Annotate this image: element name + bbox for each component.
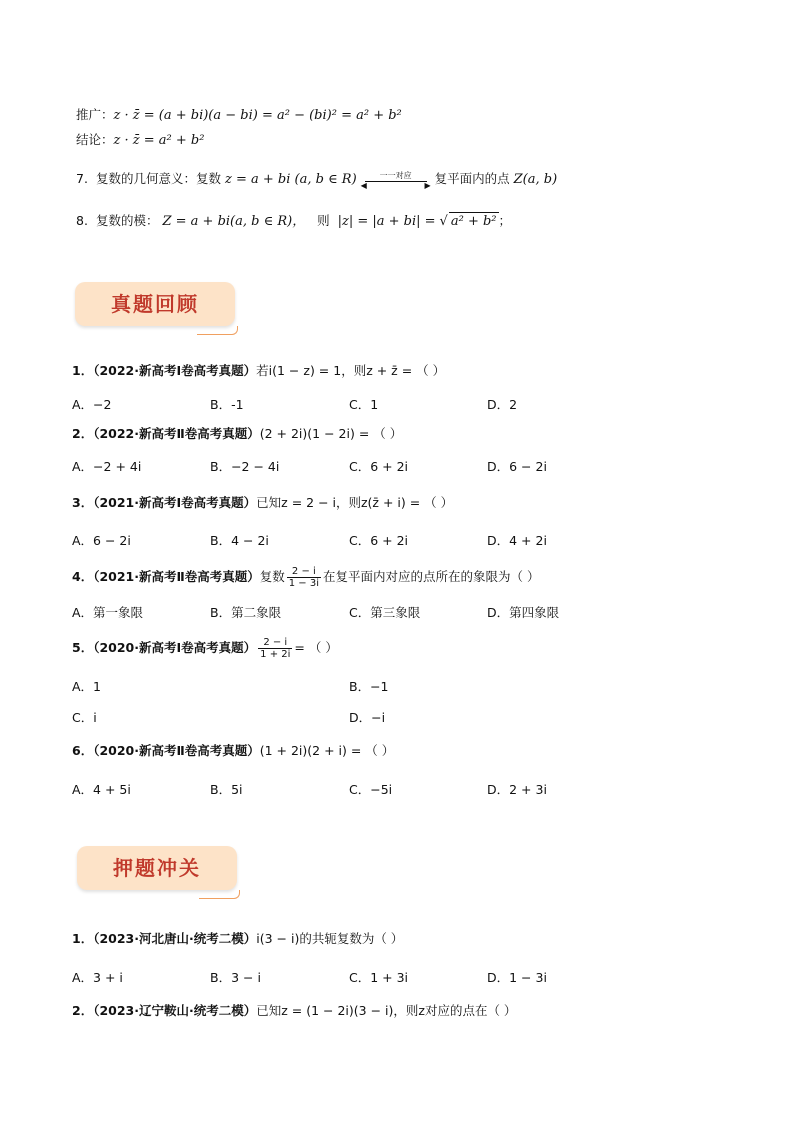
option-b[interactable]: B．3 − i [210,970,261,985]
question-number: 3． [72,495,94,510]
formula-item-8: 8. 复数的模： Z = a + bi(a, b ∈ R)， 则 |z| = |a + bi| = √ a² + b² ； [76,213,512,229]
option-d[interactable]: D．第四象限 [487,605,560,620]
option-b[interactable]: B．-1 [210,397,244,412]
question-source: （2022·新高考Ⅱ卷高考真题） [93,426,260,441]
question-number: 5． [72,640,94,655]
option-d[interactable]: D．6 − 2i [487,459,547,474]
formula-expression: z · z̄ = (a + bi)(a − bi) = a² − (bi)² = a² + b² [113,108,402,123]
option-a[interactable]: A．3 + i [72,970,123,985]
question-source: （2020·新高考Ⅰ卷高考真题） [93,640,257,655]
item-abs: |z| = |a + bi| = [337,214,436,229]
question-stem: i(3 − i)的共轭复数为（ ） [256,931,404,946]
item-point: Z(a, b) [513,172,558,187]
item-text: 复数的几何意义：复数 [95,171,221,186]
option-b[interactable]: B．−2 − 4i [210,459,280,474]
question-number: 2． [72,426,94,441]
option-d[interactable]: D．1 − 3i [487,970,547,985]
section-title: 真题回顾 [111,292,199,316]
formula-label: 推广： [76,107,114,122]
option-b[interactable]: B．4 − 2i [210,533,269,548]
fraction-denominator: 1 + 2i [260,649,291,660]
option-c[interactable]: C．1 [349,397,379,412]
question-3 [72,494,453,512]
question-5 [72,637,338,660]
question-1 [72,362,445,380]
question-post: 在复平面内对应的点所在的象限为（ ） [323,569,540,584]
formula-jielun [76,131,204,150]
item-expression: Z = a + bi(a, b ∈ R)， [162,214,306,229]
question-number: 1． [72,363,94,378]
option-c[interactable]: C．1 + 3i [349,970,409,985]
option-b[interactable]: B．第二象限 [210,605,282,620]
option-a[interactable]: A．6 − 2i [72,533,131,548]
question-4 [72,566,539,589]
option-c[interactable]: C．第三象限 [349,605,421,620]
option-a[interactable]: A．第一象限 [72,605,144,620]
question-source: （2023·河北唐山·统考二模） [93,931,257,946]
fraction [287,566,321,589]
arrow-label: 一一对应 [379,170,412,180]
question-source: （2022·新高考Ⅰ卷高考真题） [93,363,257,378]
option-c[interactable]: C．6 + 2i [349,533,409,548]
question-post: = （ ） [294,640,338,655]
practice-question-1 [72,930,403,948]
section-title: 押题冲关 [113,856,201,880]
double-arrow-icon: 一一对应 ◀ ▶ [361,173,431,187]
fraction [258,637,292,660]
question-stem: (2 + 2i)(1 − 2i) = （ ） [259,426,403,441]
question-source: （2021·新高考Ⅰ卷高考真题） [93,495,257,510]
fraction-numerator: 2 − i [258,637,292,649]
option-d[interactable]: D．2 [487,397,518,412]
item-end: ； [498,213,512,228]
banner-tail-decoration [197,326,238,335]
option-c[interactable]: C．6 + 2i [349,459,409,474]
option-b[interactable]: B．−1 [349,679,389,694]
question-source: （2020·新高考Ⅱ卷高考真题） [93,743,260,758]
option-d[interactable]: D．4 + 2i [487,533,547,548]
option-a[interactable]: A．−2 [72,397,112,412]
option-c[interactable]: C．−5i [349,782,393,797]
formula-item-7 [76,170,557,189]
question-number: 1． [72,931,94,946]
option-a[interactable]: A．1 [72,679,102,694]
option-a[interactable]: A．−2 + 4i [72,459,142,474]
formula-expression: z · z̄ = a² + b² [113,133,205,148]
item-text: 复数的模： [95,213,159,228]
question-2 [72,425,402,443]
item-then: 则 [317,213,330,228]
option-d[interactable]: D．2 + 3i [487,782,547,797]
question-number: 4． [72,569,94,584]
question-source: （2023·辽宁鞍山·统考二模） [93,1003,257,1018]
question-stem: 已知z = 2 − i，则z(z̄ + i) = （ ） [256,495,454,510]
question-pre: 复数 [259,569,285,584]
item-sqrt: a² + b² [450,214,497,229]
question-number: 2． [72,1003,94,1018]
practice-question-2 [72,1002,516,1020]
option-d[interactable]: D．−i [349,710,386,725]
section-banner-zhenti [75,282,237,328]
item-tail: 复平面内的点 [434,171,510,186]
formula-label: 结论： [76,132,114,147]
option-b[interactable]: B．5i [210,782,243,797]
item-number: 7. [76,171,88,186]
fraction-numerator: 2 − i [287,566,321,578]
option-a[interactable]: A．4 + 5i [72,782,131,797]
question-stem: (1 + 2i)(2 + i) = （ ） [259,743,395,758]
question-source: （2021·新高考Ⅱ卷高考真题） [93,569,260,584]
banner-tail-decoration [199,890,240,899]
item-expression: z = a + bi (a, b ∈ R) [224,172,357,187]
section-banner-yati [77,846,239,892]
option-c[interactable]: C．i [72,710,97,725]
item-number: 8. [76,213,88,228]
fraction-denominator: 1 − 3i [288,578,319,589]
question-number: 6． [72,743,94,758]
question-stem: 若i(1 − z) = 1，则z + z̄ = （ ） [256,363,446,378]
question-stem: 已知z = (1 − 2i)(3 − i)，则z对应的点在（ ） [256,1003,517,1018]
formula-tuiguang [76,106,402,125]
question-6 [72,742,394,760]
